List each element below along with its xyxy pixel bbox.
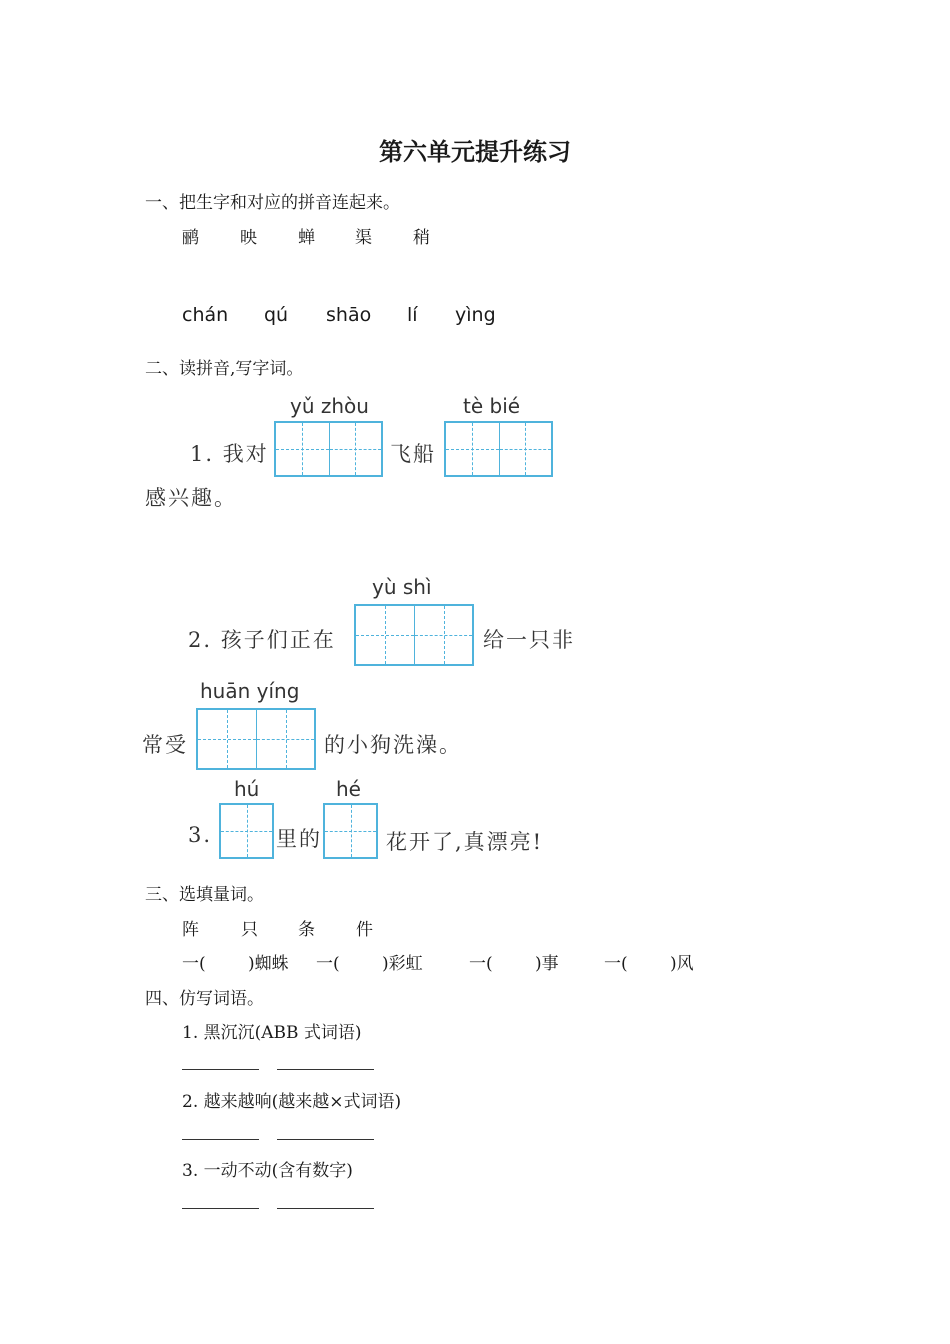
answer-line[interactable] bbox=[182, 1208, 259, 1209]
q3-item-post: )彩虹 bbox=[382, 954, 423, 974]
pinyin-hint: yù shì bbox=[372, 575, 432, 599]
q1-heading: 一、把生字和对应的拼音连起来。 bbox=[145, 193, 400, 213]
q3-option: 条 bbox=[298, 920, 315, 940]
q2-heading: 二、读拼音,写字词。 bbox=[145, 359, 304, 379]
q1-char: 映 bbox=[240, 228, 257, 248]
sentence-text: 1. 我对 bbox=[190, 442, 269, 466]
sentence-text: 感兴趣。 bbox=[145, 486, 237, 510]
sentence-text: 的小狗洗澡。 bbox=[324, 733, 462, 757]
q4-item: 1. 黑沉沉(ABB 式词语) bbox=[182, 1023, 362, 1043]
pinyin-hint: hú bbox=[234, 777, 260, 801]
q4-heading: 四、仿写词语。 bbox=[145, 989, 264, 1009]
writing-grid[interactable] bbox=[219, 803, 274, 859]
sentence-text: 常受 bbox=[142, 733, 188, 757]
sentence-text: 2. 孩子们正在 bbox=[188, 628, 336, 652]
q4-item: 2. 越来越响(越来越×式词语) bbox=[182, 1092, 402, 1112]
q3-item-post: )蜘蛛 bbox=[248, 954, 289, 974]
q3-item-post: )风 bbox=[670, 954, 694, 974]
q1-char: 蝉 bbox=[298, 228, 315, 248]
q3-item-pre: 一( bbox=[604, 954, 628, 974]
writing-grid[interactable] bbox=[323, 803, 378, 859]
writing-grid[interactable] bbox=[444, 421, 553, 477]
q1-pinyin: lí bbox=[407, 304, 418, 326]
q3-item-pre: 一( bbox=[182, 954, 206, 974]
sentence-text: 飞船 bbox=[390, 442, 436, 466]
q1-char: 鹂 bbox=[182, 228, 199, 248]
writing-grid[interactable] bbox=[354, 604, 474, 666]
q3-item-post: )事 bbox=[535, 954, 559, 974]
q3-item-pre: 一( bbox=[469, 954, 493, 974]
q3-option: 只 bbox=[241, 920, 258, 940]
q3-heading: 三、选填量词。 bbox=[145, 885, 264, 905]
answer-line[interactable] bbox=[182, 1139, 259, 1140]
sentence-text: 花开了,真漂亮! bbox=[386, 830, 544, 854]
q1-char: 渠 bbox=[355, 228, 372, 248]
pinyin-hint: huān yíng bbox=[200, 679, 300, 703]
writing-grid[interactable] bbox=[274, 421, 383, 477]
writing-grid[interactable] bbox=[196, 708, 316, 770]
answer-line[interactable] bbox=[277, 1139, 374, 1140]
q1-char: 稍 bbox=[413, 228, 430, 248]
pinyin-hint: tè bié bbox=[463, 394, 521, 418]
pinyin-hint: hé bbox=[336, 777, 361, 801]
q4-item: 3. 一动不动(含有数字) bbox=[182, 1161, 353, 1181]
sentence-text: 3. bbox=[188, 823, 213, 847]
answer-line[interactable] bbox=[182, 1069, 259, 1070]
q1-pinyin: chán bbox=[182, 304, 229, 326]
sentence-text: 里的 bbox=[276, 827, 322, 851]
q3-option: 阵 bbox=[182, 920, 199, 940]
q1-pinyin: qú bbox=[264, 304, 289, 326]
q1-pinyin: yìng bbox=[455, 304, 496, 326]
q3-option: 件 bbox=[356, 920, 373, 940]
page-title: 第六单元提升练习 bbox=[379, 137, 571, 166]
sentence-text: 给一只非 bbox=[483, 628, 575, 652]
answer-line[interactable] bbox=[277, 1208, 374, 1209]
q3-item-pre: 一( bbox=[316, 954, 340, 974]
q1-pinyin: shāo bbox=[326, 304, 372, 326]
answer-line[interactable] bbox=[277, 1069, 374, 1070]
pinyin-hint: yǔ zhòu bbox=[290, 394, 369, 418]
